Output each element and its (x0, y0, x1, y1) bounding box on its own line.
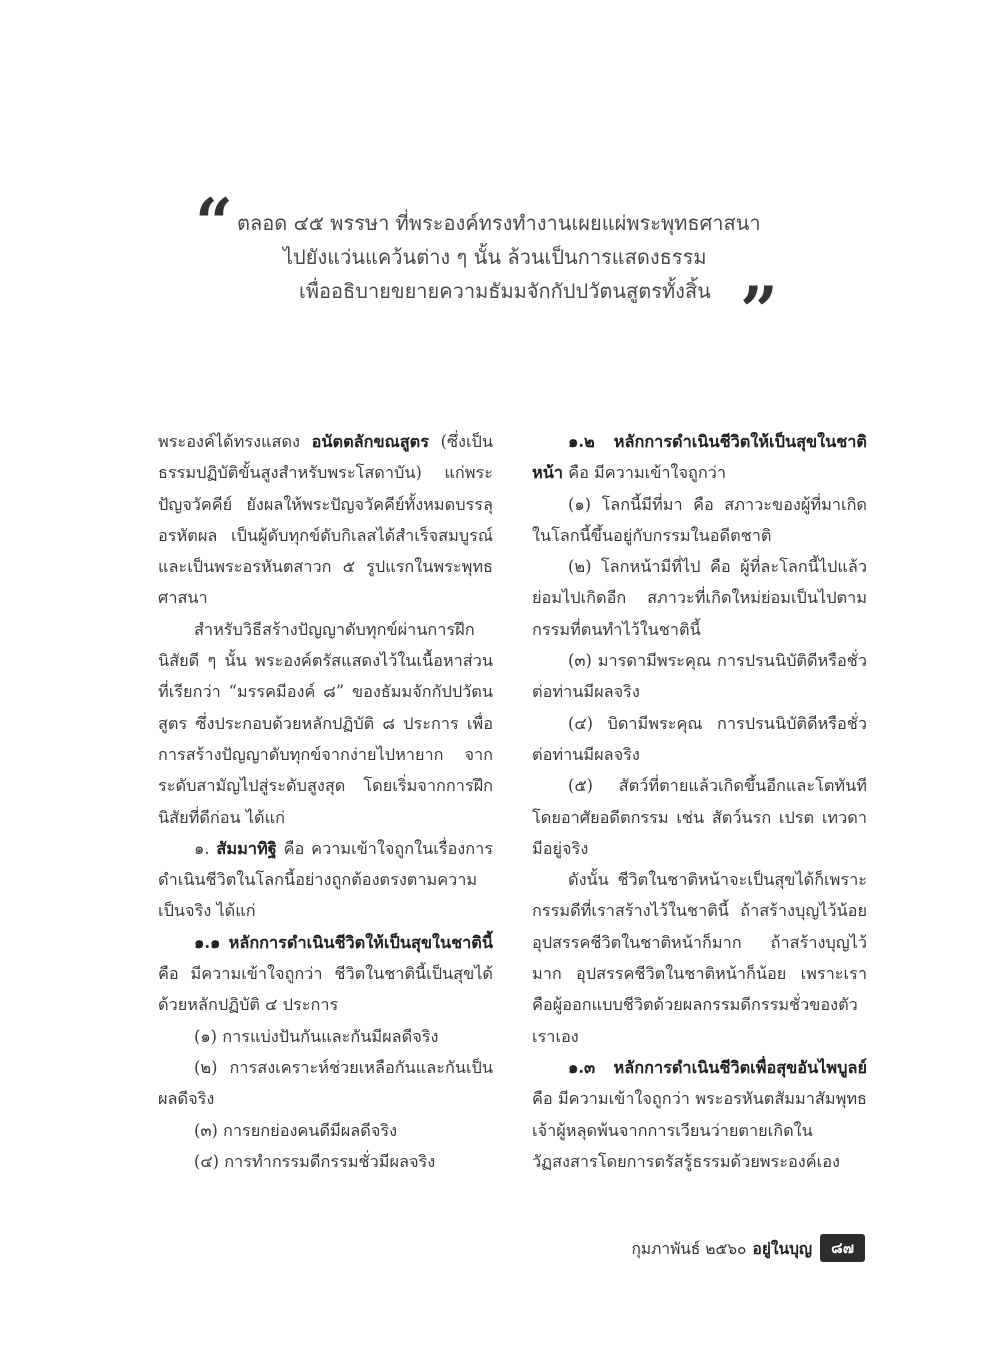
issue-date: กุมภาพันธ์ ๒๕๖๐ (631, 1239, 747, 1258)
quote-line-1: ตลอด ๔๕ พรรษา ที่พระองค์ทรงทำงานเผยแผ่พระพุทธศาสนา (237, 211, 761, 235)
paragraph-right-view (158, 833, 493, 927)
list-item: (๒) การสงเคราะห์ช่วยเหลือกันและกันเป็นผลดีจริง (158, 1057, 493, 1109)
page-footer (585, 1234, 865, 1262)
paragraph-eightfold-path: สำหรับวิธีสร้างปัญญาดับทุกข์ผ่านการฝึกนิสัยดี ๆ นั้น พระองค์ตรัสแสดงไว้ในเนื้อหาส่วนที่เรียกว่า “มรรคมีองค์ ๘” ของธัมมจักกัปปวัตนสูตร ซึ่งประกอบด้วยหลักปฏิบัติ ๘ ประการ เพื่อการสร้างปัญญาดับทุกข์จากง่ายไปหายาก จากระดับสามัญไปสู่ระดับสูงสุด โดยเริ่มจากการฝึกนิสัยที่ดีก่อน ได้แก่ (158, 619, 493, 827)
close-quote-icon: ” (740, 272, 778, 350)
bold-term-anattalakkhana: อนัตตลักขณสูตร (311, 432, 429, 451)
list-item: (๕) สัตว์ที่ตายแล้วเกิดขึ้นอีกและโตทันทีโดยอาศัยอดีตกรรม เช่น สัตว์นรก เปรต เทวดา มีอยู่จริง (532, 776, 867, 858)
right-column (532, 426, 867, 1177)
list-item: (๒) โลกหน้ามีที่ไป คือ ผู้ที่ละโลกนี้ไปแล้วย่อมไปเกิดอีก สภาวะที่เกิดใหม่ย่อมเป็นไปตามกรรมที่ตนทำไว้ในชาตินี้ (532, 557, 867, 639)
left-column (158, 426, 493, 1177)
list-item: (๓) มารดามีพระคุณ การปรนนิบัติดีหรือชั่วต่อท่านมีผลจริง (532, 651, 867, 702)
bold-heading-1-2: ๑.๒ หลักการดำเนินชีวิตให้เป็นสุขในชาติหน้า (532, 432, 867, 483)
text-run: คือ มีความเข้าใจถูกว่า พระอรหันตสัมมาสัมพุทธเจ้าผู้หลุดพ้นจากการเวียนว่ายตายเกิดในวัฏสงสารโดยการตรัสรู้ธรรมด้วยพระองค์เอง (532, 1089, 867, 1171)
paragraph-principle-1-1 (158, 927, 493, 1021)
text-run: (ซึ่งเป็นธรรมปฏิบัติขั้นสูงสำหรับพระโสดาบัน) แก่พระปัญจวัคคีย์ ยังผลให้พระปัญจวัคคีย์ทั้งหมดบรรลุอรหัตผล เป็นผู้ดับทุกข์ดับกิเลสได้สำเร็จสมบูรณ์ และเป็นพระอรหันตสาวก ๕ รูปแรกในพระพุทธศาสนา (158, 432, 493, 608)
open-quote-icon: “ (195, 184, 233, 262)
bold-heading-1-1: ๑.๑ หลักการดำเนินชีวิตให้เป็นสุขในชาตินี้ (194, 932, 493, 952)
text-run: คือ มีความเข้าใจถูกว่า ชีวิตในชาตินี้เป็นสุขได้ด้วยหลักปฏิบัติ ๔ ประการ (158, 964, 493, 1015)
text-run: คือ มีความเข้าใจถูกว่า (563, 463, 727, 483)
magazine-title: อยู่ในบุญ (752, 1238, 813, 1258)
text-run: พระองค์ได้ทรงแสดง (158, 432, 312, 451)
text-run: คือ ความเข้าใจถูกในเรื่องการดำเนินชีวิตในโลกนี้อย่างถูกต้องตรงตามความเป็นจริง ได้แก่ (158, 838, 493, 921)
text-run: ๑. (194, 838, 217, 858)
list-item: (๔) บิดามีพระคุณ การปรนนิบัติดีหรือชั่วต่อท่านมีผลจริง (532, 713, 867, 764)
paragraph-principle-1-2 (532, 426, 867, 489)
list-item: (๑) โลกนี้มีที่มา คือ สภาวะของผู้ที่มาเกิดในโลกนี้ขึ้นอยู่กับกรรมในอดีตชาติ (532, 494, 867, 545)
page-number-badge: ๘๗ (820, 1234, 865, 1262)
paragraph-principle-1-3 (532, 1052, 867, 1177)
bold-heading-1-3: ๑.๓ หลักการดำเนินชีวิตเพื่อสุขอันไพบูลย์ (568, 1057, 867, 1077)
list-item: (๑) การแบ่งปันกันและกันมีผลดีจริง (194, 1026, 439, 1046)
quote-line-3: เพื่ออธิบายขยายความธัมมจักกัปปวัตนสูตรทั้งสิ้น (299, 279, 711, 303)
quote-line-2: ไปยังแว่นแคว้นต่าง ๆ นั้น ล้วนเป็นการแสดงธรรม (283, 245, 707, 269)
list-item: (๓) การยกย่องคนดีมีผลดีจริง (194, 1120, 398, 1140)
bold-term-sammaditthi: สัมมาทิฐิ (216, 838, 277, 858)
paragraph-merit: ดังนั้น ชีวิตในชาติหน้าจะเป็นสุขได้ก็เพราะกรรมดีที่เราสร้างไว้ในชาตินี้ ถ้าสร้างบุญไว้น้อย อุปสรรคชีวิตในชาติหน้าก็มาก ถ้าสร้างบุญไว้มาก อุปสรรคชีวิตในชาติหน้าก็น้อย เพราะเราคือผู้ออกแบบชีวิตด้วยผลกรรมดีกรรมชั่วของตัวเราเอง (532, 870, 867, 1046)
list-item: (๔) การทำกรรมดีกรรมชั่วมีผลจริง (194, 1151, 436, 1171)
paragraph-anatta (158, 426, 493, 614)
